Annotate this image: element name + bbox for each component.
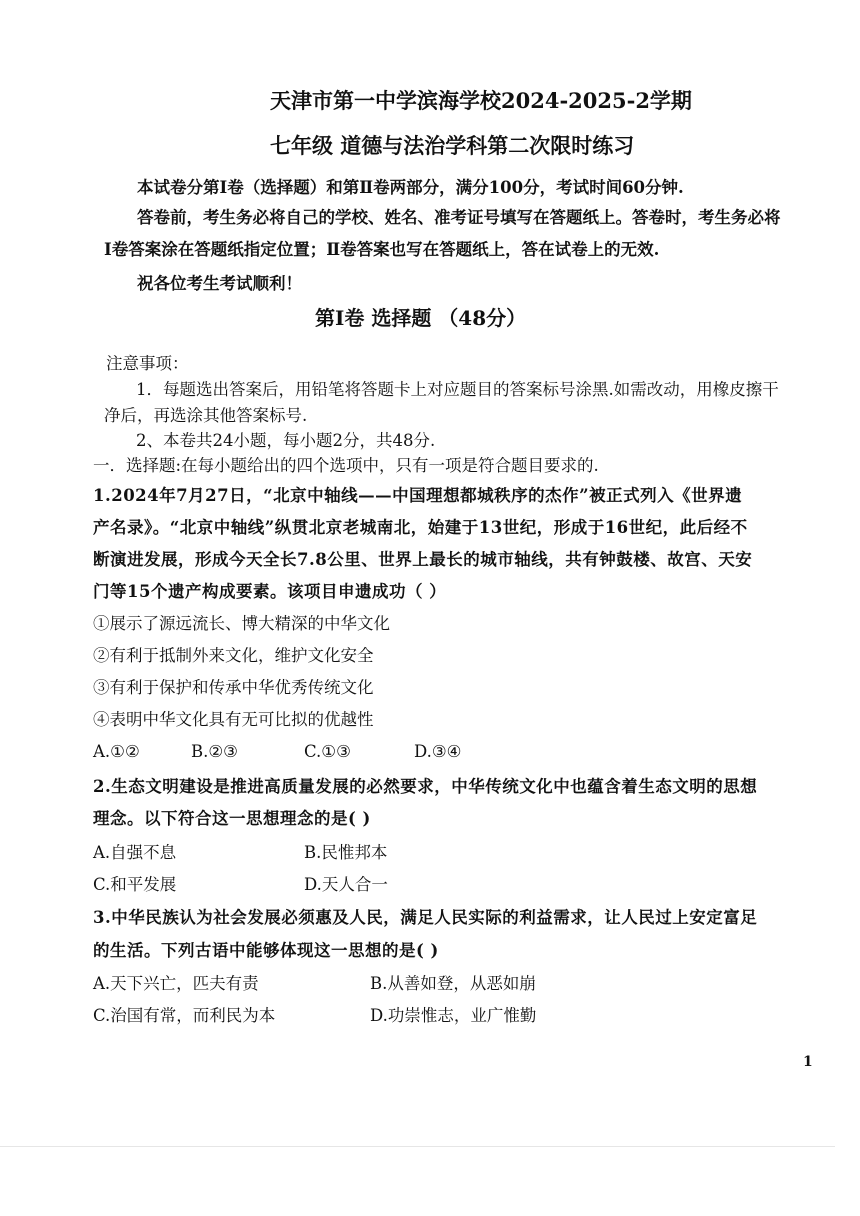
part-heading: 一．选择题:在每小题给出的四个选项中，只有一项是符合题目要求的. [93, 456, 599, 475]
question-3-option-c: C.治国有常，而利民为本 [93, 1006, 276, 1025]
notes-heading: 注意事项： [106, 354, 189, 373]
question-3-line-1: 3.中华民族认为社会发展必须惠及人民，满足人民实际的利益需求，让人民过上安定富足 [93, 908, 758, 927]
exam-title: 天津市第一中学滨海学校2024-2025-2学期 [270, 88, 692, 113]
question-2-option-c: C.和平发展 [93, 875, 177, 894]
question-2-line-2: 理念。以下符合这一思想理念的是( ) [93, 809, 371, 828]
notes-item-1-line-2: 净后，再选涂其他答案标号. [104, 406, 308, 425]
question-1-line-3: 断演进发展，形成今天全长7.8公里、世界上最长的城市轴线，共有钟鼓楼、故宫、天安 [93, 550, 753, 569]
question-3-line-2: 的生活。下列古语中能够体现这一思想的是( ) [93, 941, 439, 960]
intro-line-1: 本试卷分第Ⅰ卷（选择题）和第Ⅱ卷两部分，满分100分，考试时间60分钟. [137, 178, 684, 197]
question-1-option-a: A.①② [93, 742, 140, 761]
notes-item-1-line-1: 1．每题选出答案后，用铅笔将答题卡上对应题目的答案标号涂黑.如需改动，用橡皮擦干 [136, 380, 779, 399]
question-1-statement-4: ④表明中华文化具有无可比拟的优越性 [93, 710, 374, 729]
question-1-statement-2: ②有利于抵制外来文化，维护文化安全 [93, 646, 374, 665]
section-title: 第Ⅰ卷 选择题 （48分） [315, 306, 527, 330]
question-2-option-a: A.自强不息 [93, 843, 177, 862]
question-3-option-d: D.功崇惟志，业广惟勤 [370, 1006, 537, 1025]
intro-line-4: 祝各位考生考试顺利！ [137, 274, 302, 293]
intro-line-3: Ⅰ卷答案涂在答题纸指定位置；Ⅱ卷答案也写在答题纸上，答在试卷上的无效. [104, 240, 660, 259]
question-1-option-d: D.③④ [414, 742, 462, 761]
question-1-line-4: 门等15个遗产构成要素。该项目申遗成功（ ） [93, 582, 447, 601]
exam-subtitle: 七年级 道德与法治学科第二次限时练习 [270, 133, 635, 158]
page-number: 1 [803, 1054, 813, 1070]
page-bottom-divider [0, 1146, 835, 1147]
question-3-option-b: B.从善如登，从恶如崩 [370, 974, 536, 993]
question-3-option-a: A.天下兴亡，匹夫有责 [93, 974, 259, 993]
question-1-option-c: C.①③ [304, 742, 351, 761]
question-2-line-1: 2.生态文明建设是推进高质量发展的必然要求，中华传统文化中也蕴含着生态文明的思想 [93, 777, 758, 796]
question-1-line-1: 1.2024年7月27日，“北京中轴线——中国理想都城秩序的杰作”被正式列入《世界遗 [93, 486, 743, 505]
question-1-statement-3: ③有利于保护和传承中华优秀传统文化 [93, 678, 374, 697]
question-1-line-2: 产名录》。“北京中轴线”纵贯北京老城南北，始建于13世纪，形成于16世纪，此后经不 [93, 518, 748, 537]
question-1-option-b: B.②③ [191, 742, 238, 761]
intro-line-2: 答卷前，考生务必将自己的学校、姓名、准考证号填写在答题纸上。答卷时，考生务必将 [137, 208, 781, 227]
question-1-statement-1: ①展示了源远流长、博大精深的中华文化 [93, 614, 390, 633]
notes-item-2: 2、本卷共24小题，每小题2分，共48分. [136, 431, 436, 450]
question-2-option-b: B.民惟邦本 [304, 843, 388, 862]
question-2-option-d: D.天人合一 [304, 875, 388, 894]
